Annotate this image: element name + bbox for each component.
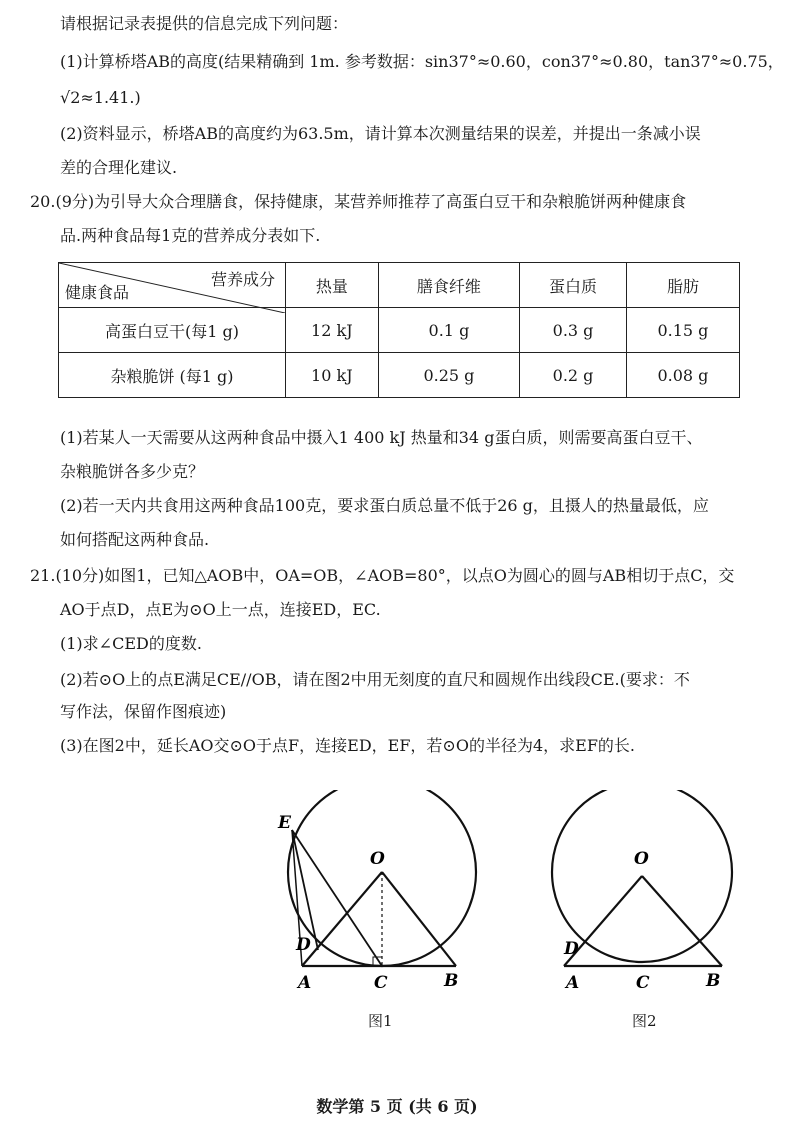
label-a: A <box>298 973 312 993</box>
table-header-cell: 脂肪 <box>626 263 739 308</box>
corner-top-label: 营养成分 <box>210 270 275 289</box>
q21-part1: (1)求∠CED的度数. <box>60 634 202 653</box>
table-row-name: 高蛋白豆干(每1 g) <box>59 308 286 353</box>
q21-stem-line2: AO于点D，点E为⊙O上一点，连接ED，EC. <box>60 600 381 619</box>
q20-stem-line2: 品.两种食品每1克的营养成分表如下. <box>60 226 321 245</box>
q19-part1-line1: (1)计算桥塔AB的高度(结果精确到 1m. 参考数据：sin37°≈0.60，con37°≈0.80，tan37°≈0.75， <box>60 52 784 71</box>
table-cell: 0.3 g <box>520 308 627 353</box>
label-c: C <box>636 973 650 993</box>
figure-1 <box>270 790 510 1000</box>
q21-part2-line2: 写作法，保留作图痕迹) <box>60 702 227 721</box>
segment-ob <box>382 872 456 966</box>
label-e: E <box>278 813 291 833</box>
table-corner-cell <box>59 263 286 308</box>
intro-text: 请根据记录表提供的信息完成下列问题： <box>60 14 349 33</box>
segment-oa <box>302 872 382 966</box>
table-header-cell: 膳食纤维 <box>378 263 520 308</box>
label-o: O <box>634 849 649 869</box>
label-b: B <box>706 971 721 991</box>
label-c: C <box>374 973 388 993</box>
q20-stem-line1: 20.(9分)为引导大众合理膳食，保持健康，某营养师推荐了高蛋白豆干和杂粮脆饼两种健康食 <box>30 192 687 211</box>
label-d: D <box>296 935 311 955</box>
q21-part2-line1: (2)若⊙O上的点E满足CE//OB，请在图2中用无刻度的直尺和圆规作出线段CE.(要求：不 <box>60 670 690 689</box>
label-b: B <box>444 971 459 991</box>
table-cell: 0.1 g <box>378 308 520 353</box>
corner-bottom-label: 健康食品 <box>65 283 130 302</box>
table-row <box>59 308 740 353</box>
table-cell: 12 kJ <box>286 308 379 353</box>
table-header-row <box>59 263 740 308</box>
table-row-name: 杂粮脆饼 (每1 g) <box>59 353 286 398</box>
q20-part1-line2: 杂粮脆饼各多少克？ <box>60 462 205 481</box>
q19-part2-line2: 差的合理化建议. <box>60 158 178 177</box>
label-d: D <box>564 939 579 959</box>
table-cell: 0.15 g <box>626 308 739 353</box>
nutrition-table <box>58 262 740 398</box>
table-cell: 0.08 g <box>626 353 739 398</box>
table-cell: 0.25 g <box>378 353 520 398</box>
label-o: O <box>370 849 385 869</box>
table-header-cell: 蛋白质 <box>520 263 627 308</box>
figure-1-caption: 图1 <box>368 1012 393 1030</box>
label-a: A <box>566 973 580 993</box>
figure-2 <box>540 790 760 1000</box>
q19-part2-line1: (2)资料显示，桥塔AB的高度约为63.5m，请计算本次测量结果的误差，并提出一条减小误 <box>60 124 701 143</box>
figure-2-caption: 图2 <box>632 1012 657 1030</box>
q21-part3: (3)在图2中，延长AO交⊙O于点F，连接ED，EF，若⊙O的半径为4，求EF的长. <box>60 736 636 755</box>
q21-stem-line1: 21.(10分)如图1，已知△AOB中，OA=OB，∠AOB=80°，以点O为圆心的圆与AB相切于点C，交 <box>30 566 735 585</box>
q19-part1-line2: √2≈1.41.) <box>60 88 141 107</box>
table-row <box>59 353 740 398</box>
q20-part1-line1: (1)若某人一天需要从这两种食品中摄入1 400 kJ 热量和34 g蛋白质，则需要高蛋白豆干、 <box>60 428 703 447</box>
q20-part2-line1: (2)若一天内共食用这两种食品100克，要求蛋白质总量不低于26 g，且摄人的热量最低，应 <box>60 496 709 515</box>
q20-part2-line2: 如何搭配这两种食品. <box>60 530 210 549</box>
table-header-cell: 热量 <box>286 263 379 308</box>
page-footer: 数学第 5 页 (共 6 页) <box>316 1097 478 1116</box>
table-cell: 0.2 g <box>520 353 627 398</box>
table-cell: 10 kJ <box>286 353 379 398</box>
